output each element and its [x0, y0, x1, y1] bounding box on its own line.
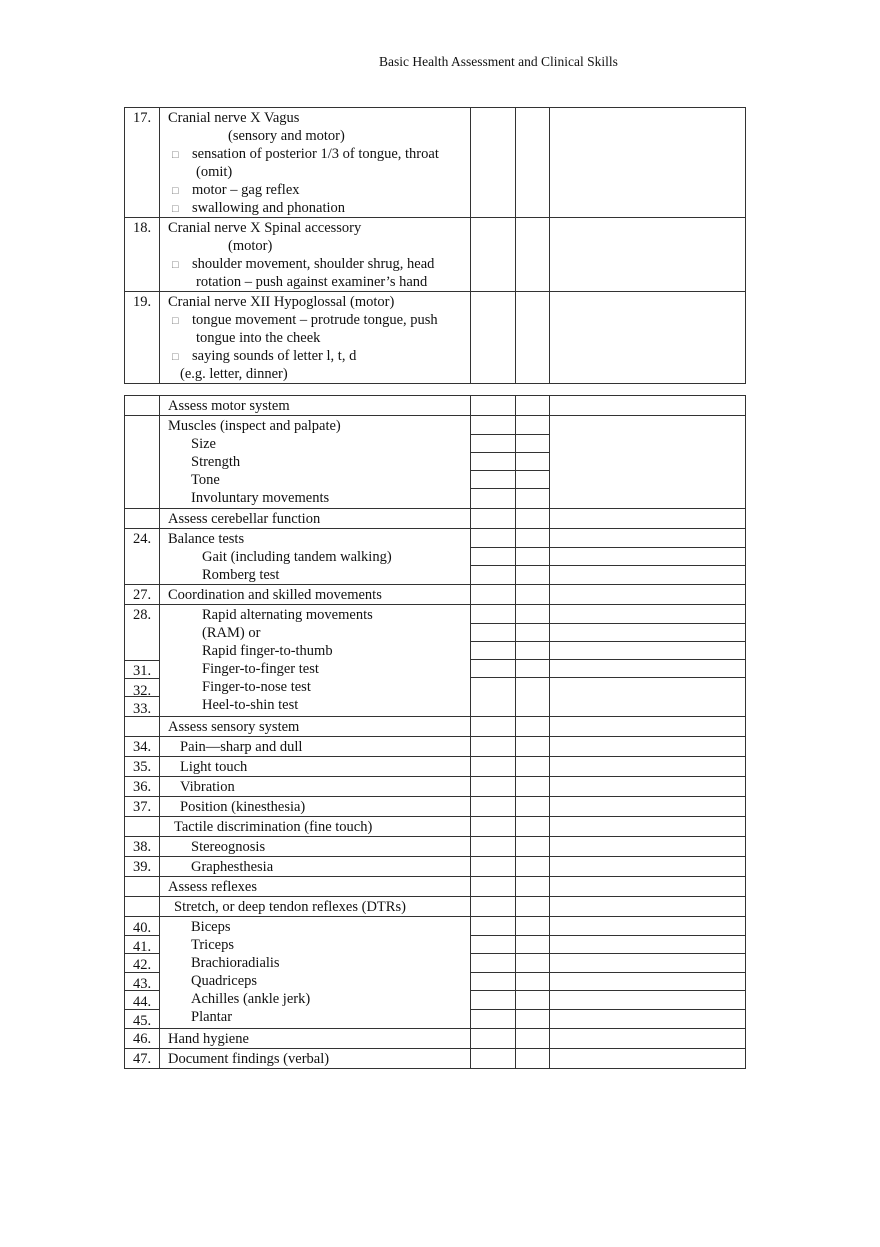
- tactile-item-row: [125, 857, 746, 877]
- comment-cell[interactable]: [550, 624, 745, 642]
- checkbox-cell[interactable]: [516, 1049, 550, 1069]
- checkbox-cell[interactable]: [471, 991, 515, 1010]
- final-row: [125, 1029, 746, 1049]
- comment-cell[interactable]: [550, 566, 745, 584]
- checkbox-cell[interactable]: [516, 936, 549, 955]
- balance-title: Balance tests: [168, 531, 245, 547]
- sensory-label: Position (kinesthesia): [160, 797, 471, 817]
- item-description: [160, 218, 471, 292]
- bullet-text: sensation of posterior 1/3 of tongue, throat: [192, 146, 439, 162]
- comment-cell[interactable]: [550, 642, 745, 660]
- section-title-cerebellar: Assess cerebellar function: [160, 509, 471, 529]
- bullet-icon: □: [172, 351, 179, 363]
- line-text: tongue into the cheek: [196, 330, 321, 346]
- page-header-title: Basic Health Assessment and Clinical Skills: [379, 54, 618, 69]
- checkbox-cell[interactable]: [516, 585, 550, 605]
- checkbox-cell[interactable]: [516, 1010, 549, 1029]
- sensory-row: [125, 797, 746, 817]
- checkbox-cell[interactable]: [471, 757, 516, 777]
- item-number: 45.: [132, 1012, 152, 1029]
- comment-cell[interactable]: [550, 108, 746, 218]
- finger-test-label: Finger-to-nose test: [202, 679, 311, 695]
- item-number: 18.: [125, 218, 160, 292]
- number-column-group: [125, 605, 160, 717]
- checkbox-cell[interactable]: [516, 857, 550, 877]
- comment-cell[interactable]: [550, 1049, 746, 1069]
- line-text: (omit): [196, 164, 233, 180]
- bullet-text: shoulder movement, shoulder shrug, head: [192, 256, 435, 272]
- comment-cell[interactable]: [550, 936, 745, 955]
- bullet-icon: □: [172, 149, 179, 161]
- checkbox-cell[interactable]: [516, 991, 549, 1010]
- reflex-label: Plantar: [191, 1009, 233, 1025]
- item-description: [160, 292, 471, 384]
- checkbox-cell[interactable]: [471, 292, 516, 384]
- checkbox-cell[interactable]: [471, 218, 516, 292]
- section-row-motor: [125, 396, 746, 416]
- item-number: 36.: [125, 777, 160, 797]
- rapid-movements-row: [125, 605, 746, 717]
- section-title-motor: Assess motor system: [160, 396, 471, 416]
- checkbox-cell[interactable]: [471, 416, 515, 435]
- balance-item: Romberg test: [202, 567, 280, 583]
- item-number: 31.: [125, 661, 159, 679]
- comment-cell[interactable]: [550, 817, 746, 837]
- bullet-text: swallowing and phonation: [192, 200, 346, 216]
- comment-cell[interactable]: [550, 991, 745, 1010]
- comment-cell[interactable]: [550, 529, 745, 548]
- item-number: 44.: [125, 991, 159, 1010]
- item-number: 41.: [125, 936, 159, 955]
- comment-cell[interactable]: [550, 218, 746, 292]
- comment-cell[interactable]: [550, 1029, 746, 1049]
- reflex-label: Achilles (ankle jerk): [191, 991, 311, 1007]
- checkbox-cell[interactable]: [471, 642, 515, 660]
- muscles-row: [125, 416, 746, 509]
- sensory-row: [125, 757, 746, 777]
- checkbox-cell[interactable]: [516, 717, 550, 737]
- sensory-row: [125, 737, 746, 757]
- reflex-items-row: [125, 917, 746, 1029]
- reflex-label: Triceps: [191, 937, 234, 953]
- checkbox-cell[interactable]: [516, 471, 549, 489]
- checkbox-cell[interactable]: [516, 529, 549, 548]
- comment-cell[interactable]: [550, 660, 745, 678]
- muscles-title: Muscles (inspect and palpate): [168, 418, 341, 434]
- line-text: rotation – push against examiner’s hand: [196, 274, 428, 290]
- bullet-icon: □: [172, 185, 179, 197]
- tactile-row: [125, 817, 746, 837]
- item-number: 32.: [125, 679, 159, 697]
- line-text: Cranial nerve X Spinal accessory: [168, 220, 362, 236]
- finger-test-label: Finger-to-finger test: [202, 661, 319, 677]
- checkbox-cell[interactable]: [516, 489, 549, 508]
- checkbox-cell[interactable]: [516, 292, 550, 384]
- item-number: 35.: [125, 757, 160, 777]
- comment-cell[interactable]: [550, 777, 746, 797]
- sensory-row: [125, 777, 746, 797]
- muscles-item: Size: [191, 436, 216, 452]
- coordination-title: Coordination and skilled movements: [160, 585, 471, 605]
- comment-cell[interactable]: [550, 757, 746, 777]
- item-number: 40.: [125, 917, 159, 936]
- checkbox-column-group: [516, 416, 550, 509]
- checkbox-cell[interactable]: [471, 396, 516, 416]
- checkbox-cell[interactable]: [471, 737, 516, 757]
- item-number: 38.: [125, 837, 160, 857]
- checkbox-cell[interactable]: [516, 396, 550, 416]
- tactile-title: Tactile discrimination (fine touch): [160, 817, 471, 837]
- comment-cell[interactable]: [550, 973, 745, 992]
- rapid-line: (RAM) or: [202, 625, 261, 641]
- item-number: 24.: [125, 529, 160, 585]
- checkbox-cell[interactable]: [471, 605, 515, 624]
- checkbox-column-group: [516, 529, 550, 585]
- checkbox-cell[interactable]: [471, 1010, 515, 1029]
- checkbox-cell[interactable]: [516, 108, 550, 218]
- sensory-label: Light touch: [160, 757, 471, 777]
- checkbox-cell[interactable]: [471, 624, 515, 642]
- comment-cell[interactable]: [550, 585, 746, 605]
- checkbox-column-group: [516, 605, 550, 717]
- checkbox-cell[interactable]: [516, 548, 549, 566]
- number-column-group: [125, 917, 160, 1029]
- checkbox-cell[interactable]: [471, 585, 516, 605]
- comment-cell[interactable]: [550, 548, 745, 566]
- checkbox-cell[interactable]: [471, 1029, 516, 1049]
- line-text: (motor): [228, 238, 273, 254]
- checkbox-cell[interactable]: [471, 877, 516, 897]
- comment-cell[interactable]: [550, 509, 746, 529]
- reflex-label: Brachioradialis: [191, 955, 280, 971]
- checkbox-cell[interactable]: [516, 416, 549, 435]
- item-number: 17.: [125, 108, 160, 218]
- checkbox-cell[interactable]: [516, 624, 549, 642]
- checkbox-cell[interactable]: [471, 566, 515, 584]
- tactile-label: Stereognosis: [160, 837, 471, 857]
- checkbox-cell[interactable]: [471, 857, 516, 877]
- checkbox-cell[interactable]: [516, 737, 550, 757]
- checkbox-cell[interactable]: [471, 1049, 516, 1069]
- section-row-sensory: [125, 717, 746, 737]
- comment-cell[interactable]: [550, 797, 746, 817]
- checkbox-cell[interactable]: [471, 917, 515, 936]
- final-label: Hand hygiene: [160, 1029, 471, 1049]
- checkbox-cell[interactable]: [516, 954, 549, 973]
- cranial-nerve-checklist-table: [124, 107, 746, 384]
- muscles-item: Tone: [191, 472, 220, 488]
- checkbox-cell[interactable]: [471, 471, 515, 489]
- checkbox-cell[interactable]: [471, 837, 516, 857]
- checkbox-cell[interactable]: [471, 660, 515, 678]
- checkbox-column-group: [516, 917, 550, 1029]
- checkbox-cell[interactable]: [471, 108, 516, 218]
- item-number: 39.: [125, 857, 160, 877]
- sensory-label: Vibration: [160, 777, 471, 797]
- checkbox-column-group: [550, 917, 746, 1029]
- checkbox-cell[interactable]: [471, 435, 515, 453]
- item-number: 43.: [125, 973, 159, 992]
- checkbox-cell[interactable]: [516, 605, 549, 624]
- rapid-line: Rapid alternating movements: [202, 607, 373, 623]
- comment-cell[interactable]: [550, 877, 746, 897]
- checkbox-cell[interactable]: [471, 453, 515, 471]
- bullet-text: saying sounds of letter l, t, d: [192, 348, 357, 364]
- balance-item: Gait (including tandem walking): [202, 549, 392, 565]
- checkbox-cell[interactable]: [516, 566, 549, 584]
- item-number: 33.: [132, 701, 152, 717]
- item-number: 47.: [125, 1049, 160, 1069]
- item-number: 34.: [125, 737, 160, 757]
- checkbox-cell[interactable]: [516, 218, 550, 292]
- reflex-label: Biceps: [191, 919, 231, 935]
- checkbox-cell[interactable]: [471, 529, 515, 548]
- item-description: [160, 108, 471, 218]
- checkbox-cell[interactable]: [471, 509, 516, 529]
- section-title-reflexes: Assess reflexes: [160, 877, 471, 897]
- section-row-cerebellar: [125, 509, 746, 529]
- checkbox-cell[interactable]: [516, 660, 549, 678]
- section-row-reflexes: [125, 877, 746, 897]
- checkbox-cell[interactable]: [516, 435, 549, 453]
- item-number: 46.: [125, 1029, 160, 1049]
- line-text: (sensory and motor): [228, 128, 345, 144]
- checkbox-cell[interactable]: [516, 797, 550, 817]
- bullet-icon: □: [172, 259, 179, 271]
- tactile-label: Graphesthesia: [160, 857, 471, 877]
- rapid-line: Rapid finger-to-thumb: [202, 643, 333, 659]
- checkbox-cell[interactable]: [516, 777, 550, 797]
- comment-cell[interactable]: [550, 292, 746, 384]
- stretch-title: Stretch, or deep tendon reflexes (DTRs): [160, 897, 471, 917]
- checkbox-cell[interactable]: [516, 917, 549, 936]
- reflex-label: Quadriceps: [191, 973, 258, 989]
- cranial-nerve-row: [125, 108, 746, 218]
- checkbox-cell[interactable]: [471, 548, 515, 566]
- line-text: Cranial nerve X Vagus: [168, 110, 300, 126]
- comment-cell[interactable]: [550, 837, 746, 857]
- checkbox-cell[interactable]: [516, 678, 549, 716]
- final-row: [125, 1049, 746, 1069]
- checkbox-cell[interactable]: [516, 877, 550, 897]
- checkbox-cell[interactable]: [516, 1029, 550, 1049]
- item-number: 28.: [125, 605, 159, 661]
- comment-cell[interactable]: [550, 737, 746, 757]
- checkbox-column-group: [471, 917, 516, 1029]
- checkbox-cell[interactable]: [516, 509, 550, 529]
- comment-cell[interactable]: [550, 897, 746, 917]
- final-label: Document findings (verbal): [160, 1049, 471, 1069]
- checkbox-cell[interactable]: [471, 489, 515, 508]
- comment-cell[interactable]: [550, 717, 746, 737]
- comment-cell[interactable]: [550, 1010, 745, 1029]
- neuro-assessment-checklist-table: [124, 395, 746, 1069]
- checkbox-cell[interactable]: [516, 973, 549, 992]
- sensory-label: Pain—sharp and dull: [160, 737, 471, 757]
- checkbox-cell[interactable]: [471, 797, 516, 817]
- comment-cell[interactable]: [550, 416, 746, 509]
- line-text: Cranial nerve XII Hypoglossal (motor): [168, 294, 395, 310]
- comment-cell[interactable]: [550, 857, 746, 877]
- comment-cell[interactable]: [550, 917, 745, 936]
- comment-cell[interactable]: [550, 954, 745, 973]
- checkbox-column-group: [471, 605, 516, 717]
- checkbox-column-group: [471, 416, 516, 509]
- comment-cell[interactable]: [550, 605, 745, 624]
- section-title-sensory: Assess sensory system: [160, 717, 471, 737]
- checkbox-cell[interactable]: [471, 717, 516, 737]
- stretch-reflex-row: [125, 897, 746, 917]
- bullet-icon: □: [172, 203, 179, 215]
- finger-test-label: Heel-to-shin test: [202, 697, 299, 713]
- line-text: (e.g. letter, dinner): [180, 366, 288, 382]
- item-number: 19.: [125, 292, 160, 384]
- checkbox-cell[interactable]: [516, 837, 550, 857]
- checkbox-cell[interactable]: [516, 642, 549, 660]
- item-number: 37.: [125, 797, 160, 817]
- checkbox-cell[interactable]: [516, 897, 550, 917]
- checkbox-cell[interactable]: [516, 817, 550, 837]
- tactile-item-row: [125, 837, 746, 857]
- cranial-nerve-row: [125, 292, 746, 384]
- bullet-text: motor – gag reflex: [192, 182, 300, 198]
- checkbox-cell[interactable]: [471, 973, 515, 992]
- checkbox-column-group: [550, 605, 746, 717]
- item-number: 27.: [125, 585, 160, 605]
- checkbox-cell[interactable]: [471, 936, 515, 955]
- muscles-item: Involuntary movements: [191, 490, 330, 506]
- balance-row: [125, 529, 746, 585]
- cranial-nerve-row: [125, 218, 746, 292]
- muscles-item: Strength: [191, 454, 241, 470]
- item-number: 42.: [125, 954, 159, 973]
- checkbox-cell[interactable]: [471, 954, 515, 973]
- checkbox-cell[interactable]: [471, 817, 516, 837]
- checkbox-cell[interactable]: [471, 777, 516, 797]
- comment-cell[interactable]: [550, 396, 746, 416]
- comment-cell[interactable]: [550, 678, 745, 716]
- checkbox-cell[interactable]: [516, 757, 550, 777]
- bullet-icon: □: [172, 315, 179, 327]
- checkbox-cell[interactable]: [471, 897, 516, 917]
- bullet-text: tongue movement – protrude tongue, push: [192, 312, 438, 328]
- checkbox-column-group: [471, 529, 516, 585]
- coordination-row: [125, 585, 746, 605]
- checkbox-cell[interactable]: [471, 678, 515, 716]
- checkbox-cell[interactable]: [516, 453, 549, 471]
- checkbox-column-group: [550, 529, 746, 585]
